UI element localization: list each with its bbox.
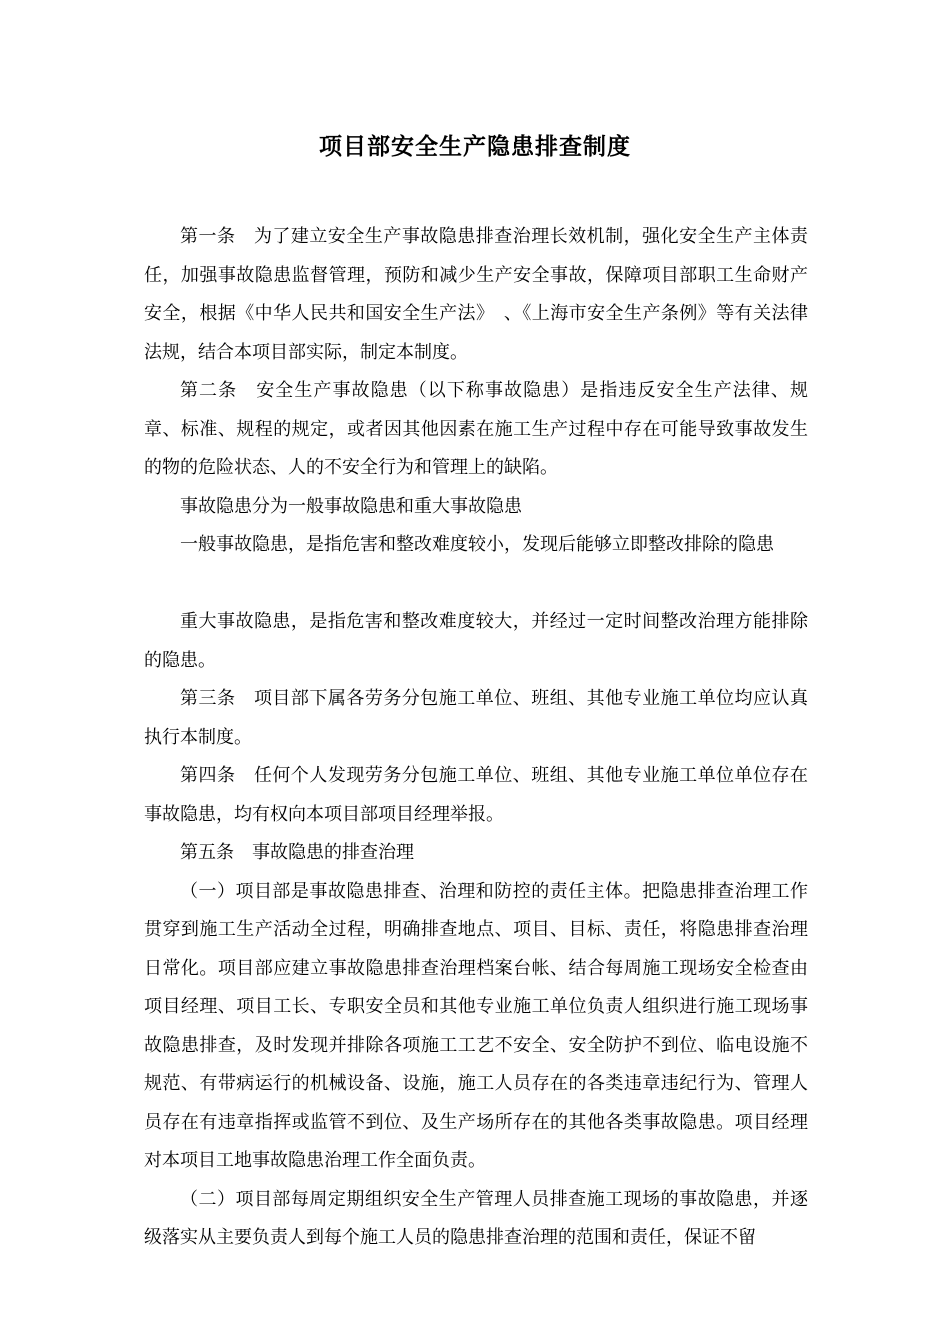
general-hazard-paragraph: 一般事故隐患，是指危害和整改难度较小，发现后能够立即整改排除的隐患 <box>180 534 774 555</box>
article-3-paragraph: 第三条 项目部下属各劳务分包施工单位、班组、其他专业施工单位均应认真执行本制度。 <box>144 688 808 748</box>
document-body <box>144 218 808 1258</box>
article-2-paragraph: 第二条 安全生产事故隐患（以下称事故隐患）是指违反安全生产法律、规章、标准、规程的规定，或者因其他因素在施工生产过程中存在可能导致事故发生的物的危险状态、人的不安全行为和管理上的缺陷。 <box>144 380 808 478</box>
article-4-paragraph: 第四条 任何个人发现劳务分包施工单位、班组、其他专业施工单位单位存在事故隐患，均有权向本项目部项目经理举报。 <box>144 765 808 825</box>
article-1-paragraph: 第一条 为了建立安全生产事故隐患排查治理长效机制，强化安全生产主体责任，加强事故隐患监督管理，预防和减少生产安全事故，保障项目部职工生命财产安全，根据《中华人民共和国安全生产法》 、《上海市安全生产条例》等有关法律法规，结合本项目部实际，制定本制度。 <box>144 226 808 363</box>
article-5-item-1-paragraph: （一）项目部是事故隐患排查、治理和防控的责任主体。把隐患排查治理工作贯穿到施工生产活动全过程，明确排查地点、项目、目标、责任，将隐患排查治理日常化。项目部应建立事故隐患排查治理档案台帐、结合每周施工现场安全检查由项目经理、项目工长、专职安全员和其他专业施工单位负责人组织进行施工现场事故隐患排查，及时发现并排除各项施工工艺不安全、安全防护不到位、临电设施不规范、有带病运行的机械设备、设施，施工人员存在的各类违章违纪行为、管理人员存在有违章指挥或监管不到位、及生产场所存在的其他各类事故隐患。项目经理对本项目工地事故隐患治理工作全面负责。 <box>144 880 808 1171</box>
major-hazard-paragraph: 重大事故隐患，是指危害和整改难度较大，并经过一定时间整改治理方能排除的隐患。 <box>144 611 808 671</box>
document-title: 项目部安全生产隐患排查制度 <box>319 133 631 160</box>
article-5-item-2-paragraph: （二）项目部每周定期组织安全生产管理人员排查施工现场的事故隐患，并逐级落实从主要负责人到每个施工人员的隐患排查治理的范围和责任，保证不留 <box>144 1188 808 1248</box>
hazard-classification-paragraph: 事故隐患分为一般事故隐患和重大事故隐患 <box>180 495 522 517</box>
blank-line <box>144 565 808 604</box>
article-5-heading: 第五条 事故隐患的排查治理 <box>180 842 414 863</box>
